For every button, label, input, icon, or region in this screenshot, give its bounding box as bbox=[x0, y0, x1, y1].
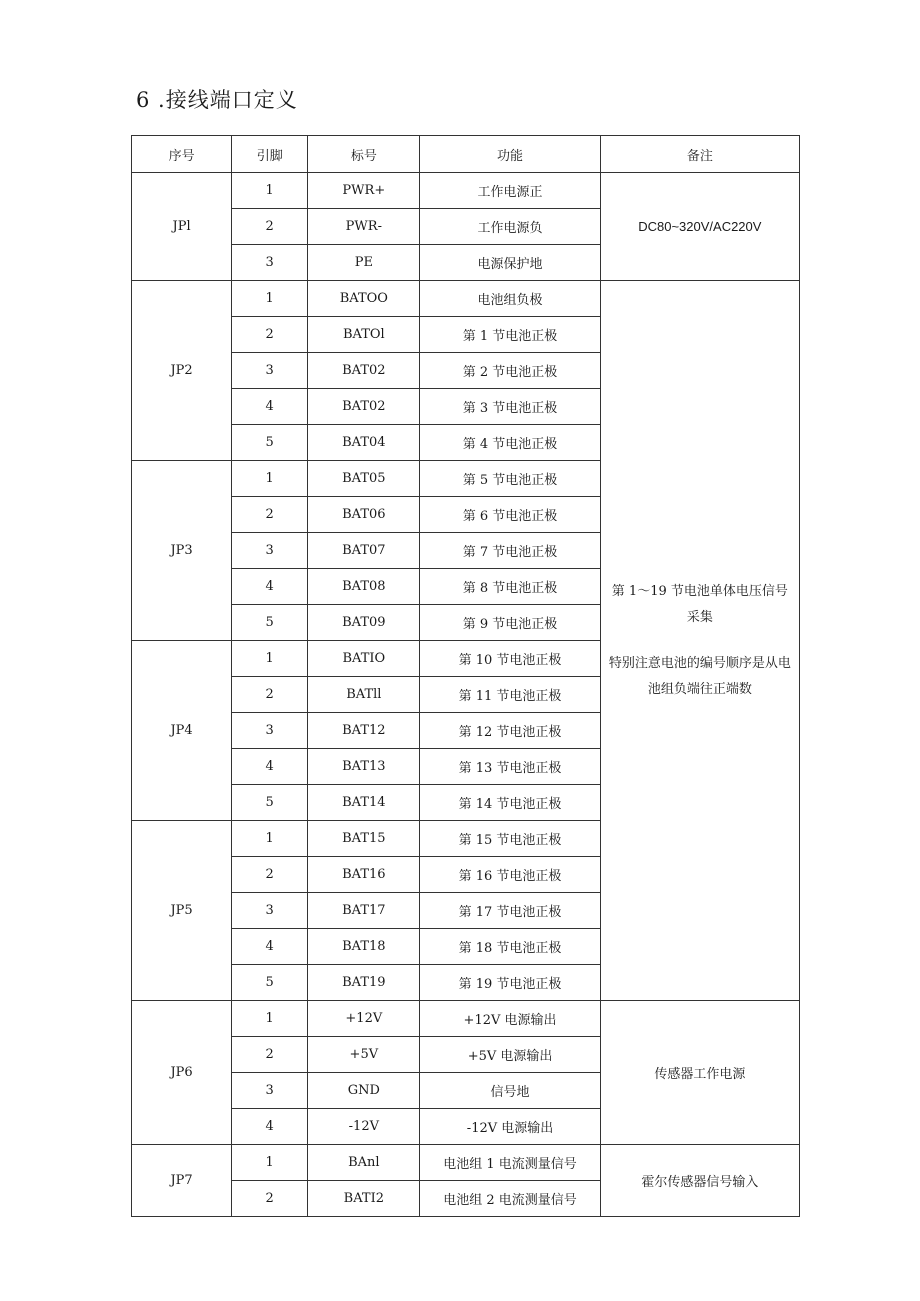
pin-function: 第 16 节电池正极 bbox=[420, 857, 600, 893]
connector-id: JPl bbox=[132, 173, 232, 281]
pin-function: 第 15 节电池正极 bbox=[420, 821, 600, 857]
pin-number: 3 bbox=[232, 353, 308, 389]
pin-label: BAT02 bbox=[308, 353, 420, 389]
pin-number: 3 bbox=[232, 533, 308, 569]
connector-id: JP3 bbox=[132, 461, 232, 641]
remark-hall-sensor: 霍尔传感器信号输入 bbox=[600, 1145, 799, 1217]
pin-function: 第 14 节电池正极 bbox=[420, 785, 600, 821]
pin-label: BAT16 bbox=[308, 857, 420, 893]
pin-label: PWR+ bbox=[308, 173, 420, 209]
table-header-row bbox=[132, 136, 800, 173]
pin-label: BAT18 bbox=[308, 929, 420, 965]
pin-label: GND bbox=[308, 1073, 420, 1109]
pin-function: +12V 电源输出 bbox=[420, 1001, 600, 1037]
pin-definition-table bbox=[131, 135, 800, 1217]
pin-label: BAT02 bbox=[308, 389, 420, 425]
pin-function: 第 13 节电池正极 bbox=[420, 749, 600, 785]
column-header-pin: 引脚 bbox=[232, 136, 308, 173]
pin-function: 电池组负极 bbox=[420, 281, 600, 317]
table-row bbox=[132, 173, 800, 209]
pin-label: BAT13 bbox=[308, 749, 420, 785]
table-row bbox=[132, 281, 800, 317]
pin-number: 1 bbox=[232, 281, 308, 317]
table-row bbox=[132, 1001, 800, 1037]
pin-label: BAT04 bbox=[308, 425, 420, 461]
pin-number: 2 bbox=[232, 497, 308, 533]
column-header-label: 标号 bbox=[308, 136, 420, 173]
pin-function: 第 17 节电池正极 bbox=[420, 893, 600, 929]
pin-function: 工作电源正 bbox=[420, 173, 600, 209]
pin-number: 1 bbox=[232, 641, 308, 677]
pin-label: BATIO bbox=[308, 641, 420, 677]
pin-label: BAT12 bbox=[308, 713, 420, 749]
pin-label: +12V bbox=[308, 1001, 420, 1037]
pin-function: 电源保护地 bbox=[420, 245, 600, 281]
pin-number: 3 bbox=[232, 893, 308, 929]
remark-sensor-power: 传感器工作电源 bbox=[600, 1001, 799, 1145]
pin-function: 电池组 1 电流测量信号 bbox=[420, 1145, 600, 1181]
remark-battery-cells bbox=[600, 281, 799, 1001]
pin-label: BAT06 bbox=[308, 497, 420, 533]
pin-number: 4 bbox=[232, 929, 308, 965]
connector-id: JP2 bbox=[132, 281, 232, 461]
pin-function: 第 6 节电池正极 bbox=[420, 497, 600, 533]
pin-function: 第 19 节电池正极 bbox=[420, 965, 600, 1001]
pin-number: 4 bbox=[232, 389, 308, 425]
pin-number: 2 bbox=[232, 677, 308, 713]
pin-label: BATll bbox=[308, 677, 420, 713]
pin-label: PWR- bbox=[308, 209, 420, 245]
pin-function: 电池组 2 电流测量信号 bbox=[420, 1181, 600, 1217]
pin-label: BATI2 bbox=[308, 1181, 420, 1217]
pin-label: BAnl bbox=[308, 1145, 420, 1181]
pin-number: 5 bbox=[232, 965, 308, 1001]
pin-label: BATOO bbox=[308, 281, 420, 317]
pin-number: 2 bbox=[232, 209, 308, 245]
pin-number: 4 bbox=[232, 569, 308, 605]
column-header-index: 序号 bbox=[132, 136, 232, 173]
pin-number: 3 bbox=[232, 713, 308, 749]
pin-label: PE bbox=[308, 245, 420, 281]
pin-number: 2 bbox=[232, 1181, 308, 1217]
remark-line: 第 1～19 节电池单体电压信号 bbox=[611, 583, 788, 599]
pin-number: 5 bbox=[232, 425, 308, 461]
pin-number: 5 bbox=[232, 605, 308, 641]
pin-function: 第 12 节电池正极 bbox=[420, 713, 600, 749]
column-header-remarks: 备注 bbox=[600, 136, 799, 173]
pin-label: BATOl bbox=[308, 317, 420, 353]
pin-label: BAT14 bbox=[308, 785, 420, 821]
pin-function: +5V 电源输出 bbox=[420, 1037, 600, 1073]
pin-label: BAT05 bbox=[308, 461, 420, 497]
pin-function: 第 4 节电池正极 bbox=[420, 425, 600, 461]
pin-label: BAT07 bbox=[308, 533, 420, 569]
connector-id: JP5 bbox=[132, 821, 232, 1001]
pin-label: -12V bbox=[308, 1109, 420, 1145]
section-heading: 6 .接线端口定义 bbox=[136, 88, 298, 112]
pin-function: 第 11 节电池正极 bbox=[420, 677, 600, 713]
pin-function: 第 1 节电池正极 bbox=[420, 317, 600, 353]
pin-function: 第 8 节电池正极 bbox=[420, 569, 600, 605]
remark-line: 池组负端往正端数 bbox=[647, 681, 752, 697]
pin-number: 3 bbox=[232, 245, 308, 281]
pin-number: 4 bbox=[232, 749, 308, 785]
pin-function: 第 5 节电池正极 bbox=[420, 461, 600, 497]
pin-label: BAT17 bbox=[308, 893, 420, 929]
pin-function: -12V 电源输出 bbox=[420, 1109, 600, 1145]
pin-function: 第 9 节电池正极 bbox=[420, 605, 600, 641]
pin-function: 第 2 节电池正极 bbox=[420, 353, 600, 389]
pin-number: 2 bbox=[232, 317, 308, 353]
pin-label: +5V bbox=[308, 1037, 420, 1073]
remark-line: 采集 bbox=[686, 609, 713, 625]
pin-label: BAT08 bbox=[308, 569, 420, 605]
pin-number: 1 bbox=[232, 1145, 308, 1181]
pin-number: 5 bbox=[232, 785, 308, 821]
column-header-function: 功能 bbox=[420, 136, 600, 173]
pin-number: 1 bbox=[232, 1001, 308, 1037]
pin-function: 第 18 节电池正极 bbox=[420, 929, 600, 965]
pin-function: 第 7 节电池正极 bbox=[420, 533, 600, 569]
pin-number: 2 bbox=[232, 857, 308, 893]
pin-number: 1 bbox=[232, 173, 308, 209]
remark-power-input: DC80~320V/AC220V bbox=[600, 173, 799, 281]
connector-id: JP6 bbox=[132, 1001, 232, 1145]
pin-function: 工作电源负 bbox=[420, 209, 600, 245]
pin-number: 2 bbox=[232, 1037, 308, 1073]
connector-id: JP4 bbox=[132, 641, 232, 821]
pin-number: 4 bbox=[232, 1109, 308, 1145]
pin-number: 3 bbox=[232, 1073, 308, 1109]
pin-number: 1 bbox=[232, 821, 308, 857]
pin-function: 第 10 节电池正极 bbox=[420, 641, 600, 677]
table-row bbox=[132, 1145, 800, 1181]
pin-label: BAT09 bbox=[308, 605, 420, 641]
remark-line: 特别注意电池的编号顺序是从电 bbox=[608, 655, 791, 671]
pin-label: BAT19 bbox=[308, 965, 420, 1001]
connector-id: JP7 bbox=[132, 1145, 232, 1217]
pin-number: 1 bbox=[232, 461, 308, 497]
pin-label: BAT15 bbox=[308, 821, 420, 857]
pin-function: 第 3 节电池正极 bbox=[420, 389, 600, 425]
pin-function: 信号地 bbox=[420, 1073, 600, 1109]
